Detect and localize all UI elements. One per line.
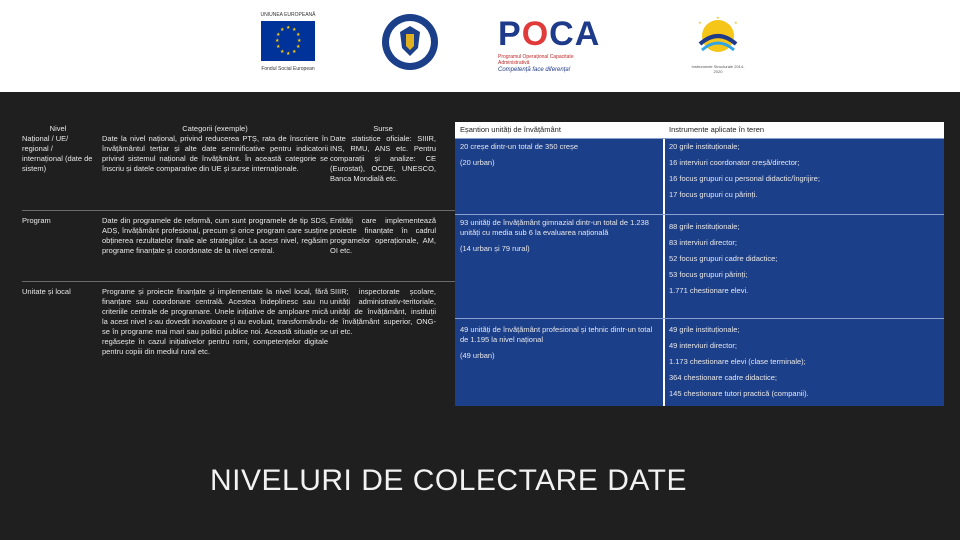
- row-divider: [22, 281, 458, 282]
- column-divider: [663, 122, 665, 406]
- row-divider: [22, 210, 458, 211]
- slide-title: NIVELURI DE COLECTARE DATE: [210, 464, 687, 497]
- esantion-note: (49 urban): [460, 351, 495, 360]
- table-row-instrumente: [669, 222, 939, 302]
- row-nivel: Național / UE/ regional / internațional (date de sistem): [22, 134, 93, 173]
- table-row-esantion: [460, 325, 656, 367]
- svg-text:★: ★: [280, 49, 285, 55]
- svg-text:★: ★: [280, 27, 285, 33]
- is-caption: Instrumente Structurale 2014-2020: [691, 64, 745, 74]
- svg-text:★: ★: [698, 20, 702, 25]
- instrument-item: 49 grile instituționale;: [669, 325, 740, 334]
- esantion-text: 49 unități de învățământ profesional și tehnic dintr-un total de 1.195 la nivel național: [460, 325, 653, 344]
- instrument-item: 17 focus grupuri cu părinți.: [669, 190, 758, 199]
- logo-header: [0, 0, 960, 92]
- poca-slogan: Competență face diferența!: [498, 67, 571, 73]
- svg-text:★: ★: [716, 15, 720, 20]
- header-categorii: Categorii (exemple): [182, 124, 248, 133]
- svg-text:★: ★: [276, 32, 281, 38]
- esantion-note: (20 urban): [460, 158, 495, 167]
- svg-text:★: ★: [286, 25, 291, 31]
- svg-text:★: ★: [276, 44, 281, 50]
- esantion-text: 20 creșe dintr-un total de 350 creșe: [460, 142, 578, 151]
- table-row-instrumente: [669, 325, 939, 405]
- instrument-item: 364 chestionare cadre didactice;: [669, 373, 777, 382]
- instrument-item: 1.173 chestionare elevi (clase terminale);: [669, 357, 806, 366]
- header-esantion: Eșantion unități de învățământ: [460, 125, 561, 134]
- header-instrumente: Instrumente aplicate în teren: [669, 125, 765, 134]
- instrument-item: 16 interviuri coordonator creșă/director;: [669, 158, 800, 167]
- eu-flag-icon: [261, 21, 315, 61]
- svg-text:★: ★: [275, 38, 280, 44]
- instrument-item: 83 interviuri director;: [669, 238, 737, 247]
- table-row-esantion: [460, 142, 656, 174]
- instrument-item: 145 chestionare tutori practică (companii).: [669, 389, 809, 398]
- row-divider: [455, 214, 944, 215]
- esantion-text: 93 unități de învățământ gimnazial dintr-un total de 1.238 unități cu media sub 6 la evaluarea națională: [460, 218, 649, 237]
- row-surse: Date statistice oficiale: SIIIR, INS, RMU, ANS etc. Pentru comparații și analize: CE (Eurostat), OCDE, UNESCO, Banca Mondială etc.: [330, 134, 436, 183]
- row-surse: SIIIR; inspectorate școlare, unități administrativ-teritoriale, unități de învățământ, instituții de învățământ superior, ONG-uri etc.: [330, 287, 436, 336]
- poca-subtitle: Programul Operațional Capacitate Administrativă: [498, 54, 574, 66]
- table-row-esantion: [460, 218, 656, 260]
- row-surse: Entități care implementează proiecte finanțate în cadrul programelor operaționale, AM, OI etc.: [330, 216, 436, 255]
- eu-caption: UNIUNEA EUROPEANĂ: [260, 12, 316, 18]
- svg-text:★: ★: [292, 27, 297, 33]
- row-categorii: Date la nivel național, privind reducerea PTȘ, rata de înscriere în învățământul terțiar și alte date semnificative pentru indicatorii privind sistemul național de învățământ. În această categorie se înscriu și datele comparative din UE și surse internaționale.: [102, 134, 328, 173]
- instrument-item: 88 grile instituționale;: [669, 222, 740, 231]
- instrument-item: 49 interviuri director;: [669, 341, 737, 350]
- instrument-item: 20 grile instituționale;: [669, 142, 740, 151]
- row-nivel: Program: [22, 216, 51, 225]
- row-categorii: Programe și proiecte finanțate și implementate la nivel local, fără finanțare sau coordonare centrală. Acestea îndeplinesc sau nu criteriile centrale de programare. Unele inițiative de amploare mică la acest nivel s-au dovedit inovatoare și au evoluat, transformându-se în programe mai mari sau politici publice noi. Această situație se regăsește în cazul inițiativelor pentru romi, competențelor digitale pentru copiii din mediul rural etc.: [102, 287, 328, 356]
- instrument-item: 1.771 chestionare elevi.: [669, 286, 749, 295]
- poca-letter-o: O: [521, 15, 550, 53]
- row-nivel: Unitate și local: [22, 287, 71, 296]
- poca-letters-ca: CA: [549, 15, 601, 53]
- header-nivel: Nivel: [49, 124, 67, 133]
- romanian-government-crest-icon: [380, 10, 440, 80]
- row-divider: [455, 138, 944, 139]
- poca-logo: [498, 14, 601, 80]
- eu-logo: [258, 12, 318, 78]
- svg-text:★: ★: [296, 44, 301, 50]
- instrument-item: 16 focus grupuri cu personal didactic/îngrijire;: [669, 174, 820, 183]
- instrument-item: 53 focus grupuri părinți;: [669, 270, 748, 279]
- esantion-note: (14 urban și 79 rural): [460, 244, 530, 253]
- table-header-row: [455, 122, 944, 138]
- header-surse: Surse: [373, 124, 393, 133]
- instrument-item: 52 focus grupuri cadre didactice;: [669, 254, 778, 263]
- svg-text:★: ★: [297, 38, 302, 44]
- row-divider: [455, 318, 944, 319]
- row-categorii: Date din programele de reformă, cum sunt programele de tip SDS, ADȘ, învățământ profesional, precum și orice program care susține obținerea rezultatelor finale ale strategiilor. La acest nivel, regăsim programe finanțate și coordonate de la nivel central.: [102, 216, 328, 255]
- svg-text:★: ★: [286, 51, 291, 57]
- eu-sub-caption: Fondul Social European: [261, 66, 315, 72]
- svg-text:★: ★: [296, 32, 301, 38]
- svg-text:★: ★: [292, 49, 297, 55]
- svg-text:★: ★: [734, 20, 738, 25]
- instrumente-structurale-logo: [690, 14, 746, 80]
- poca-letter-p: P: [498, 15, 522, 53]
- table-row-instrumente: [669, 142, 939, 206]
